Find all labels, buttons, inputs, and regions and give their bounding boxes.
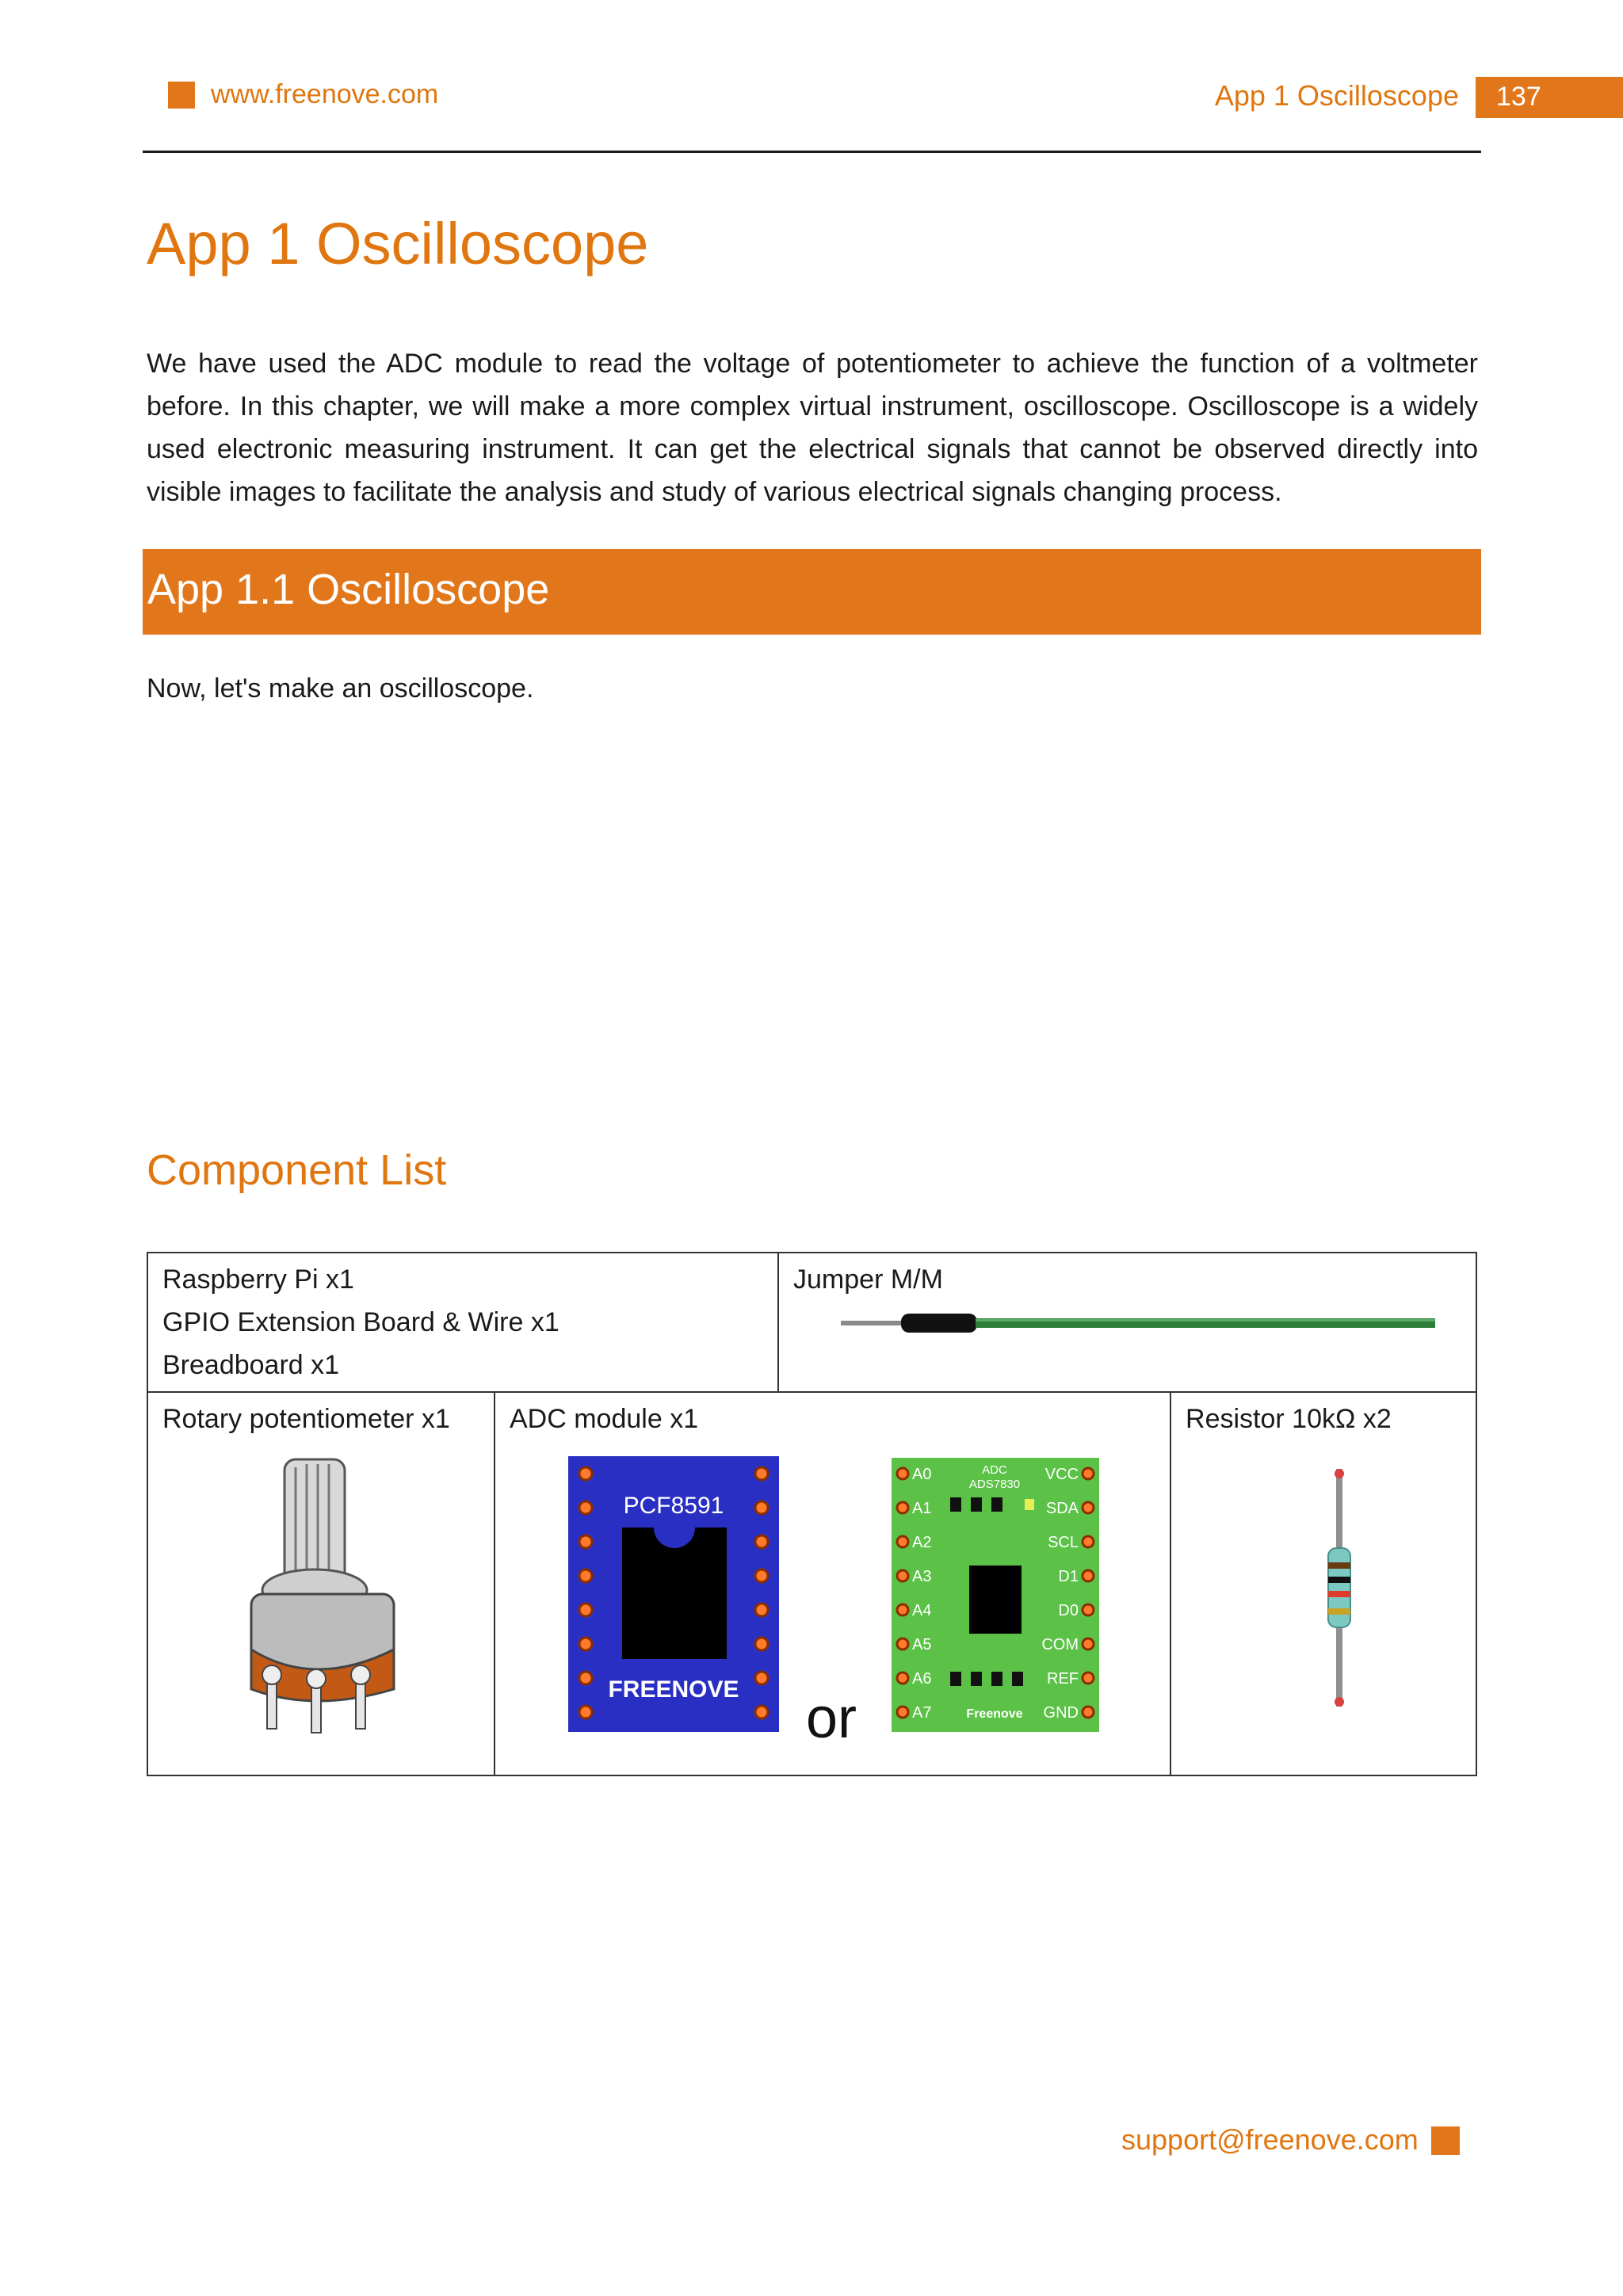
page-number: 137 [1496, 82, 1541, 112]
ads-pin-pad-d0 [1083, 1604, 1094, 1615]
component-jumper: Jumper M/M [793, 1264, 943, 1295]
component-potentiometer: Rotary potentiometer x1 [162, 1404, 450, 1434]
pcf-brand-label: FREENOVE [608, 1676, 739, 1703]
ads-pin-label-gnd: GND [1043, 1704, 1079, 1722]
component-breadboard: Breadboard x1 [162, 1350, 340, 1380]
component-resistor: Resistor 10kΩ x2 [1186, 1404, 1392, 1434]
ads-pin-pad-a4 [897, 1604, 908, 1615]
intro-paragraph: We have used the ADC module to read the voltage of potentiometer to achieve the function of a voltmeter before. In this chapter, we will make a more complex virtual instrument, oscilloscope. Oscilloscope is a widely used electronic measuring instrument. It can get the electrical signals that cannot be observed directly into visible images to facilitate the analysis and study of various electrical signals changing process. [147, 349, 1478, 507]
ads-pin-label-a5: A5 [912, 1636, 932, 1653]
ads-pin-pad-a5 [897, 1638, 908, 1650]
header-website-link[interactable]: www.freenove.com [211, 79, 439, 109]
ads-pin-label-sda: SDA [1045, 1500, 1079, 1517]
ads-pin-pad-gnd [1083, 1707, 1094, 1718]
ads-pin-pad-a0 [897, 1468, 908, 1479]
ads-pin-pad-a2 [897, 1536, 908, 1547]
page-number-box [1476, 77, 1623, 118]
ads-pin-label-a0: A0 [912, 1466, 932, 1483]
component-list-heading: Component List [147, 1146, 447, 1194]
ads-brand: Freenove [966, 1707, 1023, 1721]
ads-pin-pad-a3 [897, 1570, 908, 1581]
footer-brand-square [1431, 2126, 1460, 2155]
table-cell-potentiometer [147, 1392, 495, 1775]
ads-pin-label-d0: D0 [1058, 1602, 1079, 1619]
ads-pin-label-com: COM [1041, 1636, 1079, 1653]
ads-pin-label-a3: A3 [912, 1568, 932, 1585]
pcf8591-board-image [568, 1456, 779, 1732]
jumper-wire-image [841, 1304, 1443, 1344]
ads-pin-pad-sda [1083, 1502, 1094, 1513]
table-row [147, 1253, 1476, 1392]
potentiometer-image [235, 1451, 410, 1737]
footer-email-link[interactable]: support@freenove.com [1121, 2123, 1419, 2156]
table-cell-resistor [1170, 1392, 1476, 1775]
ads7830-board-image [892, 1458, 1099, 1732]
header-brand-square [168, 82, 195, 109]
table-cell-jumper [778, 1253, 1476, 1392]
ads-pin-pad-a1 [897, 1502, 908, 1513]
ads-pin-pad-a6 [897, 1672, 908, 1684]
ads-pin-pad-a7 [897, 1707, 908, 1718]
ads-pin-label-a6: A6 [912, 1670, 932, 1688]
section-text: Now, let's make an oscilloscope. [147, 673, 534, 704]
ads-pin-pad-d1 [1083, 1570, 1094, 1581]
header-divider [143, 151, 1481, 153]
ads-pin-pad-ref [1083, 1672, 1094, 1684]
ads-pin-pad-vcc [1083, 1468, 1094, 1479]
component-adc: ADC module x1 [510, 1404, 699, 1434]
section-title: App 1.1 Oscilloscope [147, 566, 550, 613]
component-raspberry-pi: Raspberry Pi x1 [162, 1264, 354, 1295]
ads-pin-label-vcc: VCC [1044, 1466, 1079, 1483]
ads-pin-pad-scl [1083, 1536, 1094, 1547]
table-row [147, 1392, 1476, 1775]
component-gpio-extension: GPIO Extension Board & Wire x1 [162, 1307, 559, 1337]
ads-pin-label-a2: A2 [912, 1534, 932, 1551]
ads-pin-label-a7: A7 [912, 1704, 932, 1722]
ads-pin-label-a4: A4 [912, 1602, 932, 1619]
header-chapter-title: App 1 Oscilloscope [1214, 79, 1459, 112]
pcf-chip-label: PCF8591 [623, 1493, 724, 1519]
ads-pin-label-d1: D1 [1058, 1568, 1079, 1585]
ads-model: ADS7830 [968, 1478, 1021, 1491]
ads-pin-pad-com [1083, 1638, 1094, 1650]
page-title: App 1 Oscilloscope [147, 211, 649, 277]
resistor-image [1316, 1469, 1363, 1707]
ads-title: ADC [982, 1463, 1007, 1477]
ads-pin-label-ref: REF [1047, 1670, 1079, 1688]
table-cell-adc [495, 1392, 1170, 1775]
section-banner [143, 549, 1481, 635]
ads-pin-label-a1: A1 [912, 1500, 932, 1517]
table-cell-raspberry-pi [147, 1253, 778, 1392]
component-table [147, 1252, 1477, 1776]
ads-pin-label-scl: SCL [1048, 1534, 1079, 1551]
or-label: or [806, 1687, 857, 1750]
